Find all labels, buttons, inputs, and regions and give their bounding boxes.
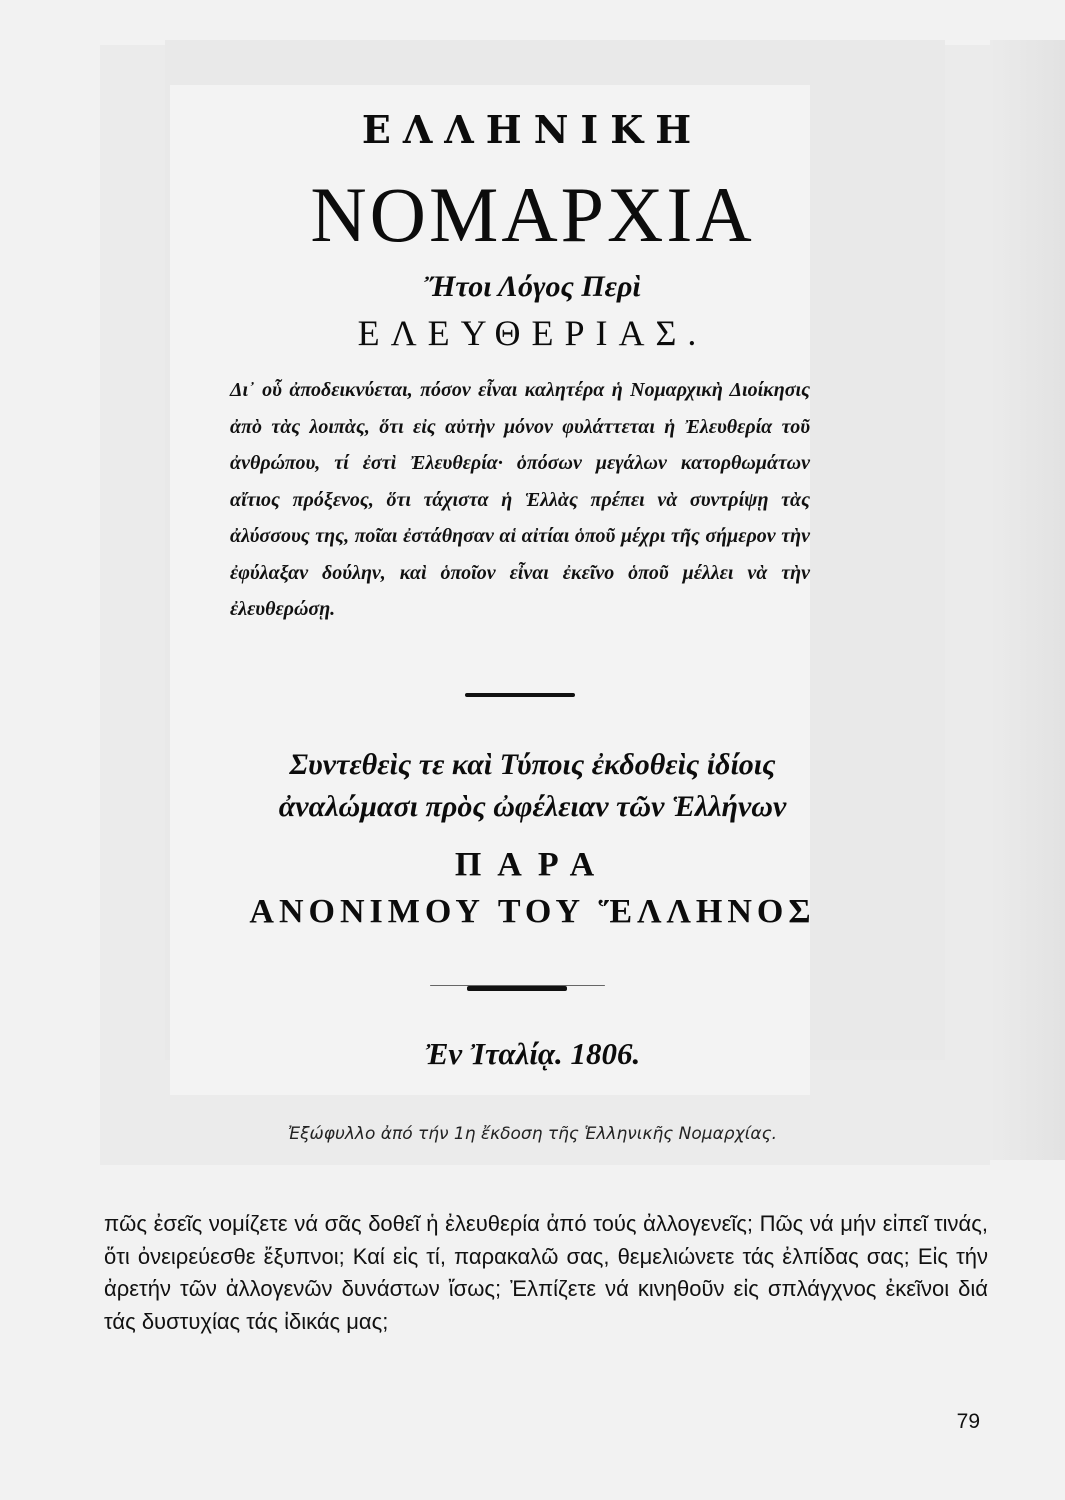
imprint-line-2: ἀναλώμασι πρὸς ὠφέλειαν τῶν Ἑλλήνων [278,790,787,823]
body-paragraph: πῶς ἐσεῖς νομίζετε νά σᾶς δοθεῖ ἡ ἐλευθερία ἀπό τούς ἀλλογενεῖς; Πῶς νά μήν εἰπεῖ τινάς, ὅτι ὀνειρεύεσθε ἔξυπνοι; Καί εἰς τί, παρακαλῶ σας, θεμελιώνετε τάς ἐλπίδας σας; Εἰς τήν ἀρετήν τῶν ἀλλογενῶν δυνάστων ἴσως; Ἐλπίζετε νά κινηθοῦν εἰς σπλάγχνος ἐκεῖνοι διά τάς δυστυχίας τάς ἰδικάς μας; [104,1211,988,1334]
title-page-description: Δι᾽ οὗ ἀποδεικνύεται, πόσον εἶναι καλητέρα ἡ Νομαρχικὴ Διοίκησις ἀπὸ τὰς λοιπὰς, ὅτι εἰς αὐτὴν μόνον φυλάττεται ἡ Ἐλευθερία τοῦ ἀνθρώπου, τί ἐστὶ Ἐλευθερία· ὁπόσων μεγάλων κατορθωμάτων αἴτιος πρόξενος, ὅτι τάχιστα ἡ Ἑλλὰς πρέπει νὰ συντρίψῃ τὰς ἀλύσσους της, ποῖαι ἐστάθησαν αἱ αἰτίαι ὁποῦ μέχρι τῆς σήμερον τὴν ἐφύλαξαν δούλην, καὶ ὁποῖον εἶναι ἐκεῖνο ὁποῦ μέλλει νὰ τὴν ἐλευθερώσῃ. [230,379,810,620]
imprint-line-1: Συντεθεὶς τε καὶ Τύποις ἐκδοθεὶς ἰδίοις [289,748,776,781]
imprint-author: ΑΝΟΝΙΜΟΥ ΤΟΥ ἝΛΛΗΝΟΣ [249,893,816,930]
subtitle-line: Ἤτοι Λόγος Περὶ [424,270,641,303]
figure-caption: Ἐξώφυλλο ἀπό τήν 1η ἔκδοση τῆς Ἑλληνικῆς Νομαρχίας. [287,1124,777,1144]
title-line-hellenic: ΕΛΛΗΝΙΚΗ [361,107,704,152]
ornamental-rule-bottom [467,986,567,991]
title-line-freedom: ΕΛΕΥΘΕΡΙΑΣ. [357,313,708,353]
title-line-nomarchia: ΝΟΜΑΡΧΙΑ [310,171,755,258]
imprint-para: ΠΑΡΑ [454,846,611,883]
page-number: 79 [956,1410,980,1433]
imprint-place-date: Ἐν Ἰταλίᾳ. 1806. [424,1036,641,1071]
ornamental-rule-top [465,693,575,697]
